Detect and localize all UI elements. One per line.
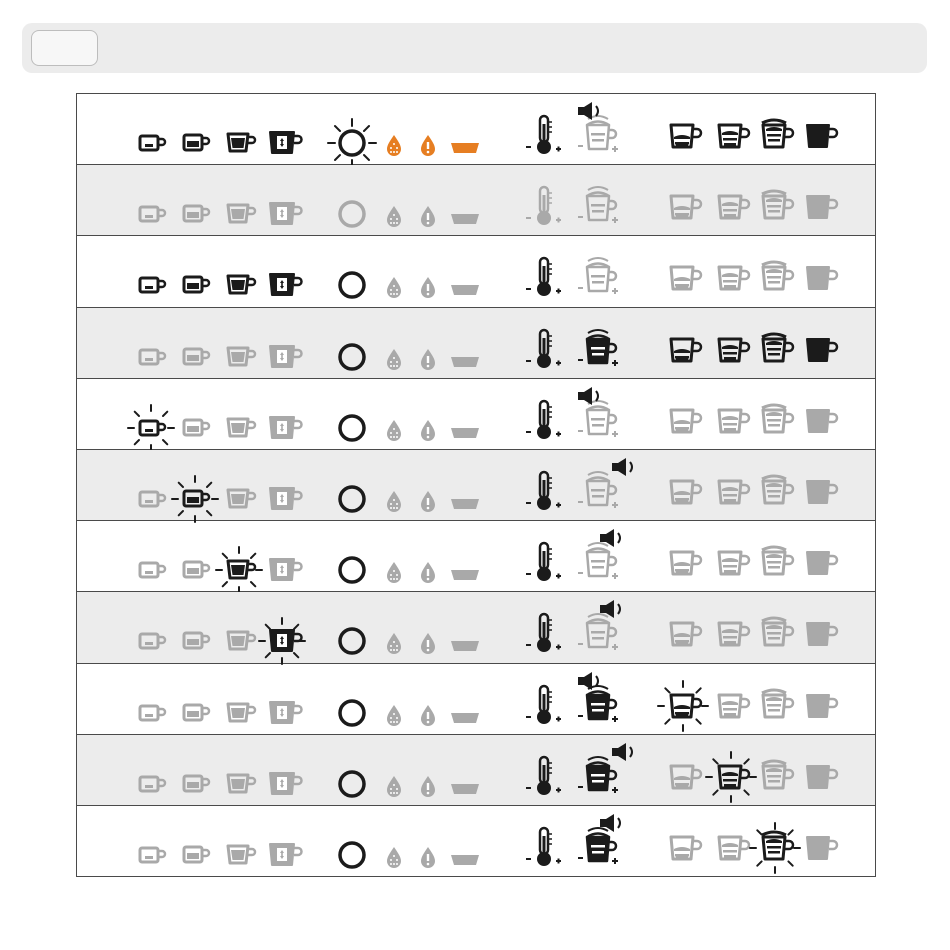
speaker-icon bbox=[575, 670, 605, 692]
americano-cup-icon bbox=[259, 688, 309, 738]
speaker-icon bbox=[597, 812, 627, 834]
alert-icon bbox=[416, 843, 440, 871]
thermometer-icon bbox=[523, 824, 567, 874]
display-states-table bbox=[76, 93, 876, 877]
ristretto-cup-icon bbox=[128, 189, 178, 239]
drip-tray-icon bbox=[448, 561, 482, 585]
display-state-row bbox=[77, 592, 875, 663]
thermometer-icon bbox=[523, 183, 567, 233]
power-icon bbox=[324, 186, 380, 242]
display-state-row bbox=[77, 521, 875, 592]
ristretto-cup-icon bbox=[128, 616, 178, 666]
milk-cup-large-icon bbox=[751, 113, 801, 163]
descaling-icon bbox=[382, 629, 406, 657]
power-icon bbox=[324, 685, 380, 741]
descaling-icon bbox=[382, 202, 406, 230]
milk-cup-small-icon bbox=[659, 825, 709, 875]
milk-cup-large-icon bbox=[751, 611, 801, 661]
espresso-cup-icon bbox=[172, 545, 222, 595]
milk-cup-medium-icon bbox=[707, 825, 757, 875]
power-icon bbox=[324, 827, 380, 877]
milk-cup-large-icon bbox=[751, 540, 801, 590]
display-state-row bbox=[77, 450, 875, 521]
milk-cup-medium-icon bbox=[707, 398, 757, 448]
power-icon bbox=[324, 257, 380, 313]
americano-cup-icon bbox=[259, 260, 309, 310]
milk-cup-small-icon bbox=[659, 754, 709, 804]
americano-cup-icon bbox=[259, 616, 309, 666]
descaling-icon bbox=[382, 487, 406, 515]
power-icon bbox=[324, 756, 380, 812]
descaling-icon bbox=[382, 273, 406, 301]
power-icon bbox=[324, 542, 380, 598]
milk-cup-small-icon bbox=[659, 611, 709, 661]
descaling-icon bbox=[382, 772, 406, 800]
speaker-icon bbox=[597, 527, 627, 549]
drip-tray-icon bbox=[448, 490, 482, 514]
descaling-icon bbox=[382, 701, 406, 729]
milk-cup-large-icon bbox=[751, 398, 801, 448]
display-state-row bbox=[77, 236, 875, 307]
milk-cup-medium-icon bbox=[707, 683, 757, 733]
milk-cup-large-icon bbox=[751, 825, 801, 875]
milk-cup-small-icon bbox=[659, 255, 709, 305]
americano-cup-icon bbox=[259, 545, 309, 595]
thermometer-icon bbox=[523, 539, 567, 589]
milk-cup-xl-icon bbox=[795, 469, 845, 519]
milk-cup-xl-icon bbox=[795, 540, 845, 590]
drip-tray-icon bbox=[448, 205, 482, 229]
espresso-cup-icon bbox=[172, 474, 222, 524]
milk-cup-xl-icon bbox=[795, 255, 845, 305]
alert-icon bbox=[416, 701, 440, 729]
descaling-icon bbox=[382, 416, 406, 444]
alert-icon bbox=[416, 772, 440, 800]
top-bar bbox=[22, 23, 927, 73]
americano-cup-icon bbox=[259, 118, 309, 168]
ristretto-cup-icon bbox=[128, 759, 178, 809]
ristretto-cup-icon bbox=[128, 332, 178, 382]
drip-tray-icon bbox=[448, 775, 482, 799]
milk-cup-medium-icon bbox=[707, 255, 757, 305]
milk-cup-large-icon bbox=[751, 469, 801, 519]
descaling-icon bbox=[382, 558, 406, 586]
americano-cup-icon bbox=[259, 759, 309, 809]
milk-cup-medium-icon bbox=[707, 754, 757, 804]
milk-cup-small-icon bbox=[659, 113, 709, 163]
milk-cup-medium-icon bbox=[707, 327, 757, 377]
americano-cup-icon bbox=[259, 403, 309, 453]
display-state-row bbox=[77, 165, 875, 236]
milk-cup-xl-icon bbox=[795, 398, 845, 448]
thermometer-icon bbox=[523, 397, 567, 447]
espresso-cup-icon bbox=[172, 118, 222, 168]
americano-cup-icon bbox=[259, 189, 309, 239]
alert-icon bbox=[416, 416, 440, 444]
ristretto-cup-icon bbox=[128, 545, 178, 595]
milk-cup-medium-icon bbox=[707, 611, 757, 661]
drip-tray-icon bbox=[448, 704, 482, 728]
milk-cup-large-icon bbox=[751, 683, 801, 733]
thermometer-icon bbox=[523, 112, 567, 162]
power-icon bbox=[324, 115, 380, 171]
cup-volume-icon bbox=[576, 182, 624, 232]
display-state-row bbox=[77, 308, 875, 379]
espresso-cup-icon bbox=[172, 759, 222, 809]
speaker-icon bbox=[575, 100, 605, 122]
milk-cup-medium-icon bbox=[707, 540, 757, 590]
display-state-row bbox=[77, 664, 875, 735]
drip-tray-icon bbox=[448, 632, 482, 656]
milk-cup-small-icon bbox=[659, 683, 709, 733]
power-icon bbox=[324, 613, 380, 669]
drip-tray-icon bbox=[448, 419, 482, 443]
ristretto-cup-icon bbox=[128, 403, 178, 453]
ristretto-cup-icon bbox=[128, 474, 178, 524]
espresso-cup-icon bbox=[172, 189, 222, 239]
display-state-row bbox=[77, 735, 875, 806]
milk-cup-small-icon bbox=[659, 540, 709, 590]
espresso-cup-icon bbox=[172, 403, 222, 453]
page-tab[interactable] bbox=[31, 30, 98, 66]
americano-cup-icon bbox=[259, 332, 309, 382]
ristretto-cup-icon bbox=[128, 260, 178, 310]
milk-cup-xl-icon bbox=[795, 184, 845, 234]
espresso-cup-icon bbox=[172, 688, 222, 738]
milk-cup-medium-icon bbox=[707, 469, 757, 519]
milk-cup-large-icon bbox=[751, 327, 801, 377]
milk-cup-xl-icon bbox=[795, 113, 845, 163]
alert-icon bbox=[416, 558, 440, 586]
drip-tray-icon bbox=[448, 846, 482, 870]
espresso-cup-icon bbox=[172, 332, 222, 382]
alert-icon bbox=[416, 345, 440, 373]
descaling-icon bbox=[382, 843, 406, 871]
alert-icon bbox=[416, 202, 440, 230]
americano-cup-icon bbox=[259, 830, 309, 877]
power-icon bbox=[324, 329, 380, 385]
drip-tray-icon bbox=[448, 276, 482, 300]
thermometer-icon bbox=[523, 682, 567, 732]
thermometer-icon bbox=[523, 468, 567, 518]
milk-cup-xl-icon bbox=[795, 754, 845, 804]
milk-cup-small-icon bbox=[659, 469, 709, 519]
thermometer-icon bbox=[523, 254, 567, 304]
display-state-row bbox=[77, 379, 875, 450]
speaker-icon bbox=[575, 385, 605, 407]
milk-cup-medium-icon bbox=[707, 184, 757, 234]
thermometer-icon bbox=[523, 326, 567, 376]
drip-tray-icon bbox=[448, 348, 482, 372]
alert-icon bbox=[416, 131, 440, 159]
espresso-cup-icon bbox=[172, 260, 222, 310]
espresso-cup-icon bbox=[172, 830, 222, 877]
speaker-icon bbox=[597, 598, 627, 620]
milk-cup-small-icon bbox=[659, 327, 709, 377]
alert-icon bbox=[416, 273, 440, 301]
milk-cup-xl-icon bbox=[795, 683, 845, 733]
cup-volume-icon bbox=[576, 253, 624, 303]
alert-icon bbox=[416, 487, 440, 515]
speaker-icon bbox=[609, 741, 639, 763]
milk-cup-large-icon bbox=[751, 255, 801, 305]
display-state-row bbox=[77, 94, 875, 165]
thermometer-icon bbox=[523, 753, 567, 803]
display-state-row bbox=[77, 806, 875, 877]
milk-cup-xl-icon bbox=[795, 825, 845, 875]
ristretto-cup-icon bbox=[128, 118, 178, 168]
descaling-icon bbox=[382, 345, 406, 373]
americano-cup-icon bbox=[259, 474, 309, 524]
milk-cup-small-icon bbox=[659, 398, 709, 448]
milk-cup-xl-icon bbox=[795, 327, 845, 377]
power-icon bbox=[324, 471, 380, 527]
power-icon bbox=[324, 400, 380, 456]
ristretto-cup-icon bbox=[128, 830, 178, 877]
milk-cup-medium-icon bbox=[707, 113, 757, 163]
thermometer-icon bbox=[523, 610, 567, 660]
cup-volume-icon bbox=[576, 325, 624, 375]
milk-cup-small-icon bbox=[659, 184, 709, 234]
espresso-cup-icon bbox=[172, 616, 222, 666]
descaling-icon bbox=[382, 131, 406, 159]
milk-cup-large-icon bbox=[751, 754, 801, 804]
alert-icon bbox=[416, 629, 440, 657]
milk-cup-large-icon bbox=[751, 184, 801, 234]
speaker-icon bbox=[609, 456, 639, 478]
milk-cup-xl-icon bbox=[795, 611, 845, 661]
drip-tray-icon bbox=[448, 134, 482, 158]
ristretto-cup-icon bbox=[128, 688, 178, 738]
